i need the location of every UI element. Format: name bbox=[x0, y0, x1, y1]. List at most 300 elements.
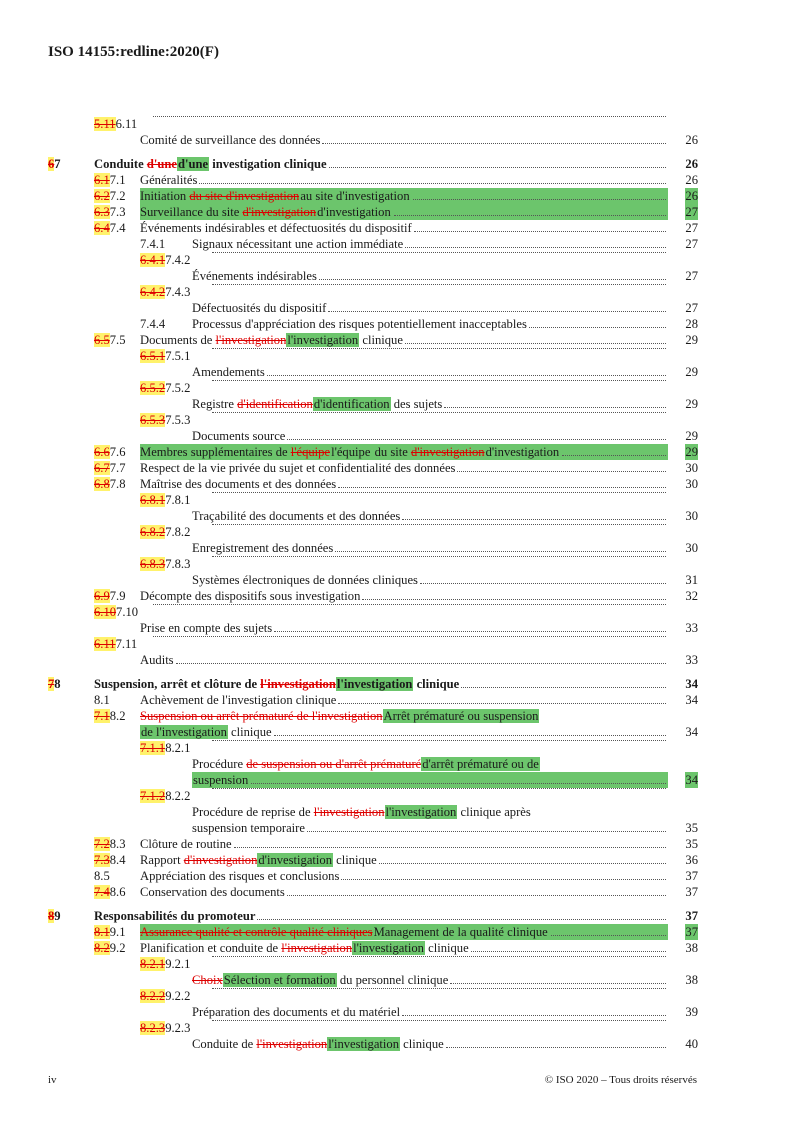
toc-entry-title bbox=[192, 1004, 400, 1020]
deleted-number: 6.8.1 bbox=[140, 493, 166, 507]
toc-entry-row[interactable] bbox=[48, 204, 698, 220]
title-text: Généralités bbox=[140, 173, 198, 187]
table-of-contents bbox=[48, 116, 698, 1052]
toc-page-number: 29 bbox=[685, 397, 698, 411]
toc-entry-title bbox=[94, 156, 327, 172]
toc-entry-row[interactable] bbox=[48, 236, 698, 252]
toc-entry-row[interactable] bbox=[48, 972, 698, 988]
inserted-text: l'équipe bbox=[331, 445, 371, 459]
deleted-text: d'investigation bbox=[242, 205, 317, 219]
inserted-text: l'investigation bbox=[353, 941, 424, 955]
leader-dots bbox=[405, 247, 666, 248]
leader-dots bbox=[450, 983, 666, 984]
toc-entry-title bbox=[140, 220, 412, 236]
new-number: 6.11 bbox=[115, 117, 138, 131]
deleted-number: 8.2.2 bbox=[140, 989, 166, 1003]
title-text: Conduite de bbox=[192, 1037, 257, 1051]
leader-dots bbox=[153, 636, 666, 637]
toc-entry-title bbox=[192, 1036, 444, 1052]
toc-entry-row[interactable] bbox=[48, 652, 698, 668]
inserted-text: d'investigation bbox=[485, 445, 560, 459]
toc-entry-number bbox=[94, 188, 126, 204]
leader-dots bbox=[212, 252, 666, 253]
deleted-number: 6.8.3 bbox=[140, 557, 166, 571]
leader-dots bbox=[267, 375, 666, 376]
toc-entry-row[interactable] bbox=[48, 172, 698, 188]
toc-page-number: 29 bbox=[685, 365, 698, 379]
toc-entry-row[interactable] bbox=[48, 620, 698, 636]
title-text: Maîtrise des documents et des données bbox=[140, 477, 337, 491]
toc-entry-row[interactable] bbox=[48, 524, 698, 540]
title-text: Événements indésirables et défectuosités du dispositif bbox=[140, 221, 412, 235]
inserted-text: Arrêt prématuré ou suspension bbox=[383, 709, 539, 723]
toc-entry-number bbox=[140, 988, 190, 1004]
toc-entry-row[interactable] bbox=[48, 1004, 698, 1020]
toc-page-number: 32 bbox=[685, 589, 698, 603]
toc-entry-row[interactable] bbox=[48, 820, 698, 836]
toc-entry-row[interactable] bbox=[48, 220, 698, 236]
toc-page-number: 26 bbox=[685, 189, 698, 203]
toc-page-number: 27 bbox=[685, 301, 698, 315]
toc-page-number: 30 bbox=[685, 461, 698, 475]
deleted-number: 6.6 bbox=[94, 445, 110, 459]
inserted-text: d'une bbox=[177, 157, 209, 171]
title-text: Suspension, arrêt et clôture de bbox=[94, 677, 261, 691]
toc-entry-row[interactable] bbox=[48, 116, 698, 132]
toc-entry-row[interactable] bbox=[48, 460, 698, 476]
toc-page-number: 35 bbox=[685, 837, 698, 851]
toc-entry-row[interactable] bbox=[48, 836, 698, 852]
toc-entry-number bbox=[48, 676, 61, 692]
inserted-text: d'investigation bbox=[258, 853, 333, 867]
new-number: 7.4.2 bbox=[165, 253, 191, 267]
toc-page-number: 35 bbox=[685, 821, 698, 835]
title-text: Prise en compte des sujets bbox=[140, 621, 273, 635]
toc-entry-row[interactable] bbox=[48, 636, 698, 652]
leader-dots bbox=[212, 524, 666, 525]
toc-entry-number bbox=[94, 460, 126, 476]
new-number: 8.2.2 bbox=[165, 789, 191, 803]
toc-page-number: 30 bbox=[685, 477, 698, 491]
toc-entry-number bbox=[140, 348, 190, 364]
deleted-number: 6.3 bbox=[94, 205, 110, 219]
inserted-text: suspension bbox=[193, 773, 249, 787]
toc-entry-row[interactable] bbox=[48, 540, 698, 556]
deleted-number: 6.8 bbox=[94, 477, 110, 491]
toc-entry-number bbox=[94, 444, 126, 460]
toc-entry-row[interactable] bbox=[48, 556, 698, 572]
title-text: des sujets bbox=[390, 397, 443, 411]
toc-page-number: 37 bbox=[685, 869, 698, 883]
deleted-number: 6.9 bbox=[94, 589, 110, 603]
deleted-number: 7.1.1 bbox=[140, 741, 166, 755]
leader-dots bbox=[529, 327, 666, 328]
new-number: 7.1 bbox=[109, 173, 126, 187]
title-text: du site bbox=[371, 445, 411, 459]
title-text: Registre bbox=[192, 397, 238, 411]
toc-entry-row[interactable] bbox=[48, 708, 698, 724]
toc-entry-row[interactable] bbox=[48, 132, 698, 148]
toc-entry-title bbox=[192, 268, 317, 284]
deleted-number: 8.2.3 bbox=[140, 1021, 166, 1035]
toc-entry-number bbox=[94, 852, 126, 868]
toc-entry-row[interactable] bbox=[48, 300, 698, 316]
new-number: 7.4 bbox=[109, 221, 126, 235]
leader-dots bbox=[212, 412, 666, 413]
toc-entry-row[interactable] bbox=[48, 572, 698, 588]
title-text: Conduite bbox=[94, 157, 147, 171]
toc-entry-row[interactable] bbox=[48, 740, 698, 756]
deleted-number: 6.5.3 bbox=[140, 413, 166, 427]
toc-chapter-row[interactable] bbox=[48, 908, 698, 924]
deleted-number: 7.1.2 bbox=[140, 789, 166, 803]
title-text: Membres supplémentaires de bbox=[140, 445, 291, 459]
toc-entry-row[interactable] bbox=[48, 924, 698, 940]
toc-entry-row[interactable] bbox=[48, 868, 698, 884]
toc-entry-row[interactable] bbox=[48, 268, 698, 284]
new-number: 7.10 bbox=[116, 605, 139, 619]
title-text: Signaux nécessitant une action immédiate bbox=[192, 237, 404, 251]
deleted-number: 6.4.2 bbox=[140, 285, 166, 299]
leader-dots bbox=[551, 935, 666, 936]
toc-entry-number bbox=[140, 740, 190, 756]
title-text: Responsabilités du promoteur bbox=[94, 909, 256, 923]
toc-page-number: 39 bbox=[685, 1005, 698, 1019]
deleted-text: d'investigation bbox=[183, 853, 258, 867]
toc-entry-title bbox=[140, 884, 285, 900]
new-number: 7.5.1 bbox=[165, 349, 191, 363]
toc-entry-number bbox=[140, 412, 190, 428]
toc-entry-number bbox=[94, 204, 126, 220]
toc-entry-title bbox=[140, 188, 411, 204]
leader-dots bbox=[471, 951, 666, 952]
title-text: Comité de surveillance des données bbox=[140, 133, 321, 147]
deleted-number: 6.1 bbox=[94, 173, 110, 187]
title-text: Documents source bbox=[192, 429, 286, 443]
leader-dots bbox=[338, 487, 666, 488]
leader-dots bbox=[274, 631, 666, 632]
new-number: 7.3 bbox=[109, 205, 126, 219]
toc-entry-title bbox=[140, 924, 549, 940]
toc-page-number: 34 bbox=[685, 677, 698, 691]
inserted-text: d'arrêt prématuré ou de bbox=[422, 757, 539, 771]
toc-page-number: 38 bbox=[685, 973, 698, 987]
title-text: Appréciation des risques et conclusions bbox=[140, 869, 340, 883]
leader-dots bbox=[446, 1047, 666, 1048]
new-number: 9.2 bbox=[109, 941, 126, 955]
deleted-number: 7.2 bbox=[94, 837, 110, 851]
leader-dots bbox=[212, 1020, 666, 1021]
toc-entry-row[interactable] bbox=[48, 284, 698, 300]
new-number: 7 bbox=[54, 157, 61, 171]
leader-dots bbox=[379, 863, 666, 864]
toc-entry-title bbox=[140, 588, 360, 604]
toc-entry-number bbox=[140, 492, 190, 508]
leader-dots bbox=[212, 788, 666, 789]
toc-entry-number bbox=[94, 940, 126, 956]
title-text: Défectuosités du dispositif bbox=[192, 301, 327, 315]
title-text: clinique bbox=[424, 941, 469, 955]
toc-entry-title bbox=[192, 428, 285, 444]
deleted-number: 6.8.2 bbox=[140, 525, 166, 539]
toc-entry-row[interactable] bbox=[48, 364, 698, 380]
deleted-number: 6.5.1 bbox=[140, 349, 166, 363]
toc-entry-title bbox=[140, 476, 336, 492]
toc-entry-row[interactable] bbox=[48, 348, 698, 364]
toc-entry-row[interactable] bbox=[48, 492, 698, 508]
toc-entry-number bbox=[140, 524, 190, 540]
leader-dots bbox=[176, 663, 666, 664]
toc-entry-title bbox=[192, 972, 448, 988]
title-text: clinique après bbox=[457, 805, 531, 819]
toc-entry-row[interactable] bbox=[48, 692, 698, 708]
toc-entry-title bbox=[140, 724, 272, 740]
leader-dots bbox=[328, 311, 666, 312]
toc-entry-number bbox=[94, 868, 110, 884]
toc-page-number: 40 bbox=[685, 1037, 698, 1051]
new-number: 7.8.1 bbox=[165, 493, 191, 507]
deleted-number: 8.1 bbox=[94, 925, 110, 939]
deleted-number: 6.5.2 bbox=[140, 381, 166, 395]
toc-entry-row[interactable] bbox=[48, 604, 698, 620]
toc-entry-row[interactable] bbox=[48, 804, 698, 820]
title-text: Initiation bbox=[140, 189, 190, 203]
toc-page-number: 26 bbox=[685, 133, 698, 147]
inserted-text: l'investigation bbox=[328, 1037, 400, 1051]
toc-entry-row[interactable] bbox=[48, 188, 698, 204]
deleted-text: Assurance qualité et contrôle qualité cliniques bbox=[140, 925, 373, 939]
toc-chapter-row[interactable] bbox=[48, 156, 698, 172]
deleted-text: d'investigation bbox=[410, 445, 485, 459]
toc-page-number: 26 bbox=[685, 173, 698, 187]
toc-page-number: 37 bbox=[685, 909, 698, 923]
leader-dots bbox=[257, 919, 666, 920]
deleted-text: du site d'investigation bbox=[189, 189, 300, 203]
title-text: Documents de bbox=[140, 333, 216, 347]
new-number: 8.2 bbox=[109, 709, 126, 723]
toc-page-number: 33 bbox=[685, 653, 698, 667]
toc-entry-title bbox=[140, 172, 197, 188]
deleted-text: l'investigation bbox=[215, 333, 287, 347]
toc-entry-row[interactable] bbox=[48, 884, 698, 900]
toc-page-number: 34 bbox=[685, 725, 698, 739]
leader-dots bbox=[562, 455, 666, 456]
toc-entry-number bbox=[140, 788, 190, 804]
toc-entry-number bbox=[94, 588, 126, 604]
new-number: 8.6 bbox=[109, 885, 126, 899]
toc-entry-title bbox=[192, 756, 540, 772]
toc-entry-number bbox=[94, 924, 126, 940]
title-text: Rapport bbox=[140, 853, 184, 867]
leader-dots bbox=[212, 988, 666, 989]
leader-dots bbox=[212, 492, 666, 493]
new-number: 7.8.2 bbox=[165, 525, 191, 539]
toc-entry-row[interactable] bbox=[48, 428, 698, 444]
new-number: 8 bbox=[54, 677, 61, 691]
leader-dots bbox=[335, 551, 666, 552]
toc-entry-row[interactable] bbox=[48, 756, 698, 772]
toc-entry-number bbox=[140, 252, 190, 268]
toc-entry-number bbox=[140, 316, 165, 332]
toc-entry-title bbox=[192, 572, 418, 588]
leader-dots bbox=[212, 556, 666, 557]
leader-dots bbox=[405, 343, 666, 344]
title-text: Planification et conduite de bbox=[140, 941, 282, 955]
deleted-number: 8.2.1 bbox=[140, 957, 166, 971]
toc-entry-number bbox=[94, 116, 137, 132]
leader-dots bbox=[287, 439, 666, 440]
toc-entry-row[interactable] bbox=[48, 332, 698, 348]
inserted-text: d'identification bbox=[313, 397, 390, 411]
leader-dots bbox=[394, 215, 666, 216]
toc-entry-number bbox=[140, 556, 190, 572]
toc-entry-row[interactable] bbox=[48, 1020, 698, 1036]
leader-dots bbox=[212, 284, 666, 285]
toc-entry-title bbox=[140, 204, 392, 220]
toc-page-number: 26 bbox=[685, 157, 698, 171]
title-text: clinique bbox=[227, 725, 272, 739]
toc-page-number: 27 bbox=[685, 221, 698, 235]
deleted-number: 6.10 bbox=[94, 605, 117, 619]
deleted-text: d'identification bbox=[237, 397, 313, 411]
toc-chapter-row[interactable] bbox=[48, 676, 698, 692]
toc-entry-number bbox=[94, 692, 110, 708]
leader-dots bbox=[307, 831, 666, 832]
new-number: 9.2.3 bbox=[165, 1021, 191, 1035]
toc-entry-title bbox=[192, 236, 403, 252]
toc-entry-title bbox=[192, 540, 333, 556]
toc-entry-number bbox=[94, 836, 126, 852]
new-number: 7.11 bbox=[115, 637, 138, 651]
toc-page-number: 34 bbox=[685, 773, 698, 787]
title-text: Surveillance du site bbox=[140, 205, 243, 219]
toc-entry-row[interactable] bbox=[48, 940, 698, 956]
deleted-number: 7.1 bbox=[94, 709, 110, 723]
toc-entry-title bbox=[192, 364, 265, 380]
toc-entry-number bbox=[94, 636, 137, 652]
toc-entry-row[interactable] bbox=[48, 252, 698, 268]
new-number: 7.7 bbox=[109, 461, 126, 475]
title-text: Conservation des documents bbox=[140, 885, 285, 899]
toc-page-number: 29 bbox=[685, 429, 698, 443]
leader-dots bbox=[362, 599, 666, 600]
deleted-number: 6 bbox=[48, 157, 55, 171]
inserted-text: Management de la qualité clinique bbox=[373, 925, 548, 939]
leader-dots bbox=[444, 407, 666, 408]
title-text: Respect de la vie privée du sujet et confidentialité des données bbox=[140, 461, 456, 475]
leader-dots bbox=[322, 143, 666, 144]
toc-entry-row[interactable] bbox=[48, 724, 698, 740]
toc-entry-title bbox=[140, 940, 469, 956]
toc-entry-row[interactable] bbox=[48, 508, 698, 524]
toc-entry-row[interactable] bbox=[48, 1036, 698, 1052]
toc-entry-number bbox=[140, 380, 190, 396]
inserted-text: l'investigation bbox=[287, 333, 359, 347]
leader-dots bbox=[212, 956, 666, 957]
deleted-text: l'investigation bbox=[256, 1037, 328, 1051]
deleted-number: 6.4.1 bbox=[140, 253, 166, 267]
title-text: clinique bbox=[413, 677, 460, 691]
toc-page-number: 27 bbox=[685, 205, 698, 219]
toc-page-number: 38 bbox=[685, 941, 698, 955]
leader-dots bbox=[402, 1015, 666, 1016]
title-text: Décompte des dispositifs sous investigation bbox=[140, 589, 361, 603]
deleted-number: 7 bbox=[48, 677, 55, 691]
toc-entry-row[interactable] bbox=[48, 316, 698, 332]
toc-entry-row[interactable] bbox=[48, 788, 698, 804]
toc-entry-number bbox=[94, 708, 126, 724]
title-text: Audits bbox=[140, 653, 174, 667]
toc-entry-title bbox=[192, 772, 249, 788]
title-text: clinique bbox=[400, 1037, 444, 1051]
new-number: 7.4.1 bbox=[140, 237, 166, 251]
toc-entry-row[interactable] bbox=[48, 380, 698, 396]
toc-page-number: 30 bbox=[685, 509, 698, 523]
toc-entry-title bbox=[140, 708, 539, 724]
toc-entry-number bbox=[94, 604, 138, 620]
title-text: Clôture de routine bbox=[140, 837, 232, 851]
leader-dots bbox=[341, 879, 666, 880]
toc-page-number: 37 bbox=[685, 885, 698, 899]
new-number: 8.4 bbox=[109, 853, 126, 867]
title-text: Procédure de reprise de bbox=[192, 805, 314, 819]
new-number: 7.8 bbox=[109, 477, 126, 491]
new-number: 7.8.3 bbox=[165, 557, 191, 571]
toc-entry-row[interactable] bbox=[48, 988, 698, 1004]
toc-entry-row[interactable] bbox=[48, 476, 698, 492]
toc-entry-title bbox=[140, 692, 336, 708]
toc-page-number: 30 bbox=[685, 541, 698, 555]
new-number: 7.4.4 bbox=[140, 317, 166, 331]
toc-page-number: 36 bbox=[685, 853, 698, 867]
leader-dots bbox=[153, 116, 666, 117]
deleted-number: 6.11 bbox=[94, 637, 116, 651]
toc-entry-row[interactable] bbox=[48, 412, 698, 428]
footer-page-number: iv bbox=[48, 1074, 57, 1086]
leader-dots bbox=[234, 847, 666, 848]
new-number: 9.2.2 bbox=[165, 989, 191, 1003]
new-number: 8.3 bbox=[109, 837, 126, 851]
toc-page-number: 34 bbox=[685, 693, 698, 707]
toc-page-number: 31 bbox=[685, 573, 698, 587]
toc-entry-row[interactable] bbox=[48, 588, 698, 604]
document-header: ISO 14155:redline:2020(F) bbox=[48, 44, 219, 60]
toc-entry-title bbox=[140, 132, 320, 148]
leader-dots bbox=[329, 167, 666, 168]
new-number: 7.5.3 bbox=[165, 413, 191, 427]
deleted-number: 7.4 bbox=[94, 885, 110, 899]
toc-entry-title bbox=[140, 836, 232, 852]
new-number: 8.2.1 bbox=[165, 741, 191, 755]
title-text: Événements indésirables bbox=[192, 269, 317, 283]
toc-entry-row[interactable] bbox=[48, 772, 698, 788]
toc-page-number: 37 bbox=[685, 925, 698, 939]
new-number: 7.5.2 bbox=[165, 381, 191, 395]
toc-entry-number bbox=[94, 476, 126, 492]
toc-entry-row[interactable] bbox=[48, 956, 698, 972]
leader-dots bbox=[153, 604, 666, 605]
deleted-text: de suspension ou d'arrêt prématuré bbox=[246, 757, 422, 771]
toc-entry-row[interactable] bbox=[48, 444, 698, 460]
toc-entry-row[interactable] bbox=[48, 396, 698, 412]
leader-dots bbox=[212, 740, 666, 741]
new-number: 8.5 bbox=[94, 869, 110, 883]
toc-entry-row[interactable] bbox=[48, 852, 698, 868]
title-text: Achèvement de l'investigation clinique bbox=[140, 693, 337, 707]
deleted-text: Suspension ou arrêt prématuré de l'investigation bbox=[140, 709, 383, 723]
title-text: Enregistrement des données bbox=[192, 541, 334, 555]
leader-dots bbox=[212, 380, 666, 381]
